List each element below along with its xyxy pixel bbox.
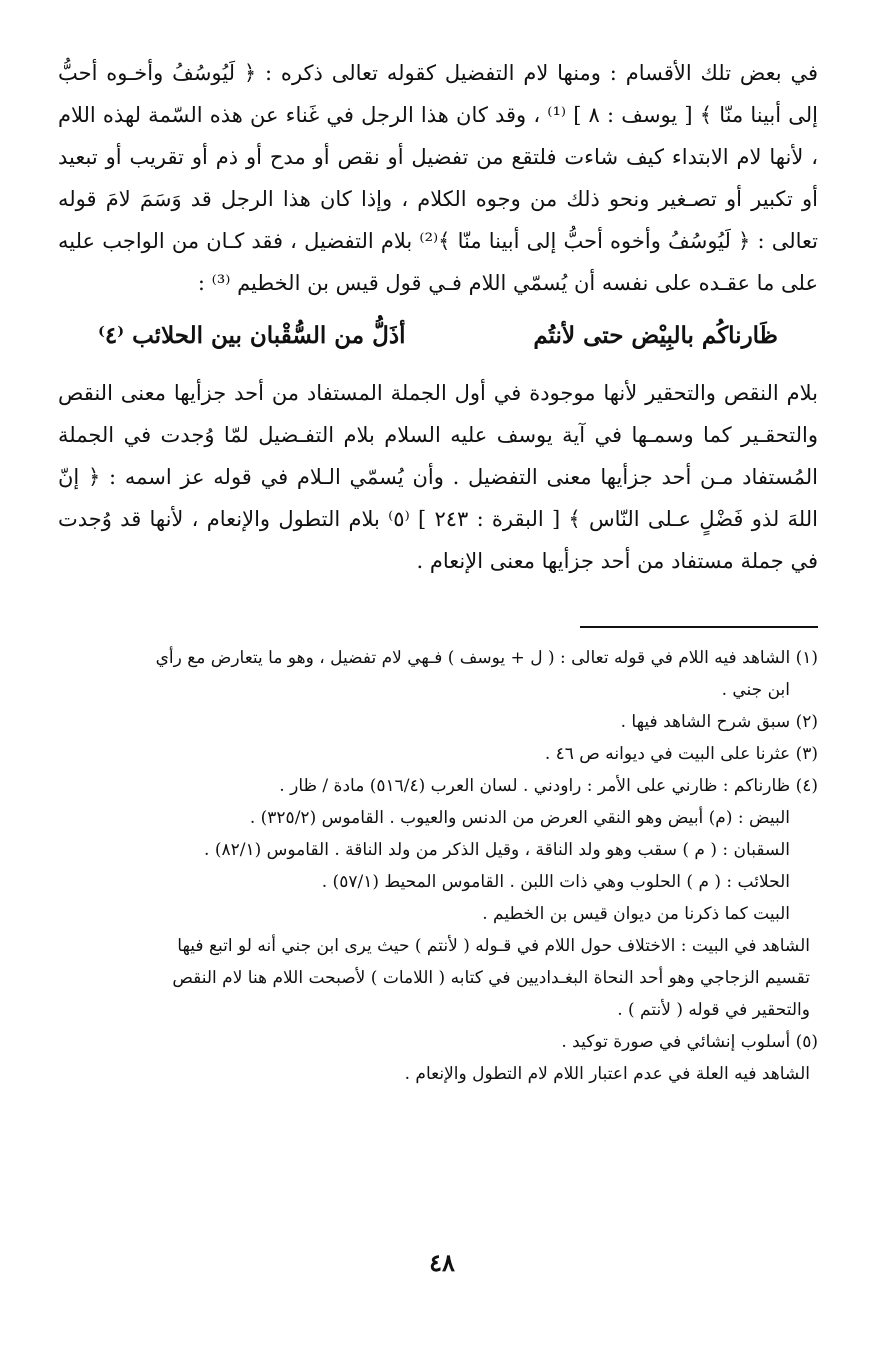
footnote-2: (٢) سبق شرح الشاهد فيها . [620, 712, 818, 732]
footnote-separator [580, 626, 818, 628]
footnote-5-line-1: (٥) أسلوب إنشائي في صورة توكيد . [561, 1032, 818, 1052]
footnote-5-line-2: الشاهد فيه العلة في عدم اعتبار اللام لام التطول والإنعام . [404, 1064, 810, 1084]
footnote-4-line-5: البيت كما ذكرنا من ديوان قيس بن الخطيم . [482, 904, 790, 924]
footnote-4-line-6: الشاهد في البيت : الاختلاف حول اللام في قـوله ( لأنتم ) حيث يرى ابن جني أنه لو اتبع فيها [177, 936, 810, 956]
footnote-4-line-2: البيض : (م) أبيض وهو النقي العرض من الدنس والعيوب . القاموس (٣٢٥/٢) . [249, 808, 790, 828]
main-text [58, 52, 818, 582]
paragraph-1: في بعض تلك الأقسام : ومنها لام التفضيل كقوله تعالى ذكره : ﴿ لَيُوسُفُ وأخـوه أحبُّ إلى أبينا منّا ﴾ [ يوسف : ٨ ] ⁽¹⁾ ، وقد كان هذا الرجل في غَناء عن هذه السّمة لهذه اللام ، لأنها لام الابتداء كيف شاءت فلتقع من تفضيل أو نقص أو مدح أو ذم أو تقريب أو تبعيد أو تكبير أو تصـغير ونحو ذلك من وجوه الكلام ، وإذا كان هذا الرجل قد وَسَمَ لامَ قوله تعالى : ﴿ لَيُوسُفُ وأخوه أحبُّ إلى أبينا منّا ﴾⁽²⁾ بلام التفضيل ، فقد كـان من الواجب عليه على ما عقـده على نفسه أن يُسمّي اللام فـي قول قيس بن الخطيم ⁽³⁾ : [58, 61, 818, 295]
page-number: ٤٨ [429, 1248, 455, 1277]
footnote-4-line-1: (٤) ظارناكم : ظارني على الأمر : راودني . لسان العرب (٥١٦/٤) مادة / ظار . [279, 776, 818, 796]
footnotes [58, 642, 818, 1090]
verse-second-hemistich: أذَلُّ من السُّقْبان بين الحلائب ⁽٤⁾ [98, 322, 406, 349]
verse-first-hemistich: ظَارناكُم بالبِيْض حتى لأنتُم [533, 322, 778, 349]
footnote-4-line-4: الحلائب : ( م ) الحلوب وهي ذات اللبن . القاموس المحيط (٥٧/١) . [321, 872, 790, 892]
footnote-3: (٣) عثرنا على البيت في ديوانه ص ٤٦ . [544, 744, 818, 764]
footnote-1-line-2: ابن جني . [721, 680, 790, 700]
paragraph-2: بلام النقص والتحقير لأنها موجودة في أول الجملة المستفاد من أحد جزأيها معنى النقص والتحقـير كما وسمـها في آية يوسف عليه السلام بلام التفـضيل لمّا وُجدت في الجملة المُستفاد مـن أحد جزأيها معنى التفضيل . وأن يُسمّي الـلام في قوله عز اسمه : ﴿ إنّ اللهَ لذو فَضْلٍ عـلى النّاس ﴾ [ البقرة : ٢٤٣ ] ⁽٥⁾ بلام التطول والإنعام ، لأنها قد وُجدت في جملة مستفاد من أحد جزأيها معنى الإنعام . [58, 381, 818, 573]
footnote-4-line-8: والتحقير في قوله ( لأنتم ) . [617, 1000, 810, 1020]
footnote-1-line-1: (١) الشاهد فيه اللام في قوله تعالى : ( ل + يوسف ) فـهي لام تفضيل ، وهو ما يتعارض مع رأي [155, 648, 818, 668]
footnote-4-line-7: تقسيم الزجاجي وهو أحد النحاة البغـداديين في كتابه ( اللامات ) لأصبحت اللام هنا لام النقص [172, 968, 810, 988]
footnote-4-line-3: السقبان : ( م ) سقب وهو ولد الناقة ، وقيل الذكر من ولد الناقة . القاموس (٨٢/١) . [204, 840, 790, 860]
poetry-verse [98, 316, 778, 356]
book-page [58, 52, 818, 1352]
